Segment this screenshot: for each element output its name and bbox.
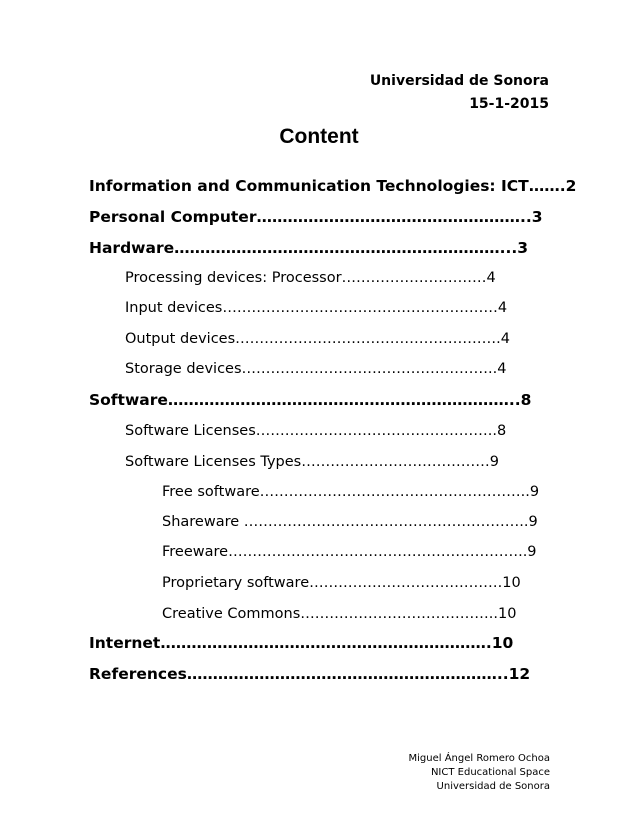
toc-item-storage-devices: Storage devices……………………………………………..4 xyxy=(125,361,507,377)
toc-item-personal-computer: Personal Computer……………………………………………..3 xyxy=(89,208,543,226)
toc-item-software-licenses-types: Software Licenses Types…………………………………9 xyxy=(125,454,499,470)
toc-item-ict: Information and Communication Technologies: ICT…….2 xyxy=(89,177,577,195)
header-university: Universidad de Sonora xyxy=(369,73,549,89)
page-title: Content xyxy=(279,125,359,148)
toc-item-software-licenses: Software Licenses…………………………………………..8 xyxy=(125,423,507,439)
toc-item-software: Software…………………………………………………………..8 xyxy=(89,391,532,409)
header-date: 15-1-2015 xyxy=(469,96,549,112)
toc-item-references: References……………………………………………………..12 xyxy=(89,665,531,683)
toc-item-internet: Internet……………………………………………………….10 xyxy=(89,634,514,652)
toc-item-proprietary-software: Proprietary software………………………………….10 xyxy=(162,575,521,591)
toc-item-processing-devices: Processing devices: Processor…………………………4 xyxy=(125,270,496,286)
toc-item-output-devices: Output devices……………………………………………….4 xyxy=(125,331,510,347)
footer-space: NICT Educational Space xyxy=(430,767,550,778)
toc-item-freeware: Freeware……………………………………………………..9 xyxy=(162,544,537,560)
footer-university: Universidad de Sonora xyxy=(436,781,550,792)
toc-item-shareware: Shareware …………………………………………………..9 xyxy=(162,514,538,530)
toc-item-creative-commons: Creative Commons…………………………………..10 xyxy=(162,606,517,622)
toc-item-hardware: Hardware………………………………………………………...3 xyxy=(89,239,529,257)
toc-item-free-software: Free software………………………………………………..9 xyxy=(162,484,540,500)
toc-item-input-devices: Input devices…………………………………………………4 xyxy=(125,300,508,316)
footer-author: Miguel Ángel Romero Ochoa xyxy=(408,753,550,764)
